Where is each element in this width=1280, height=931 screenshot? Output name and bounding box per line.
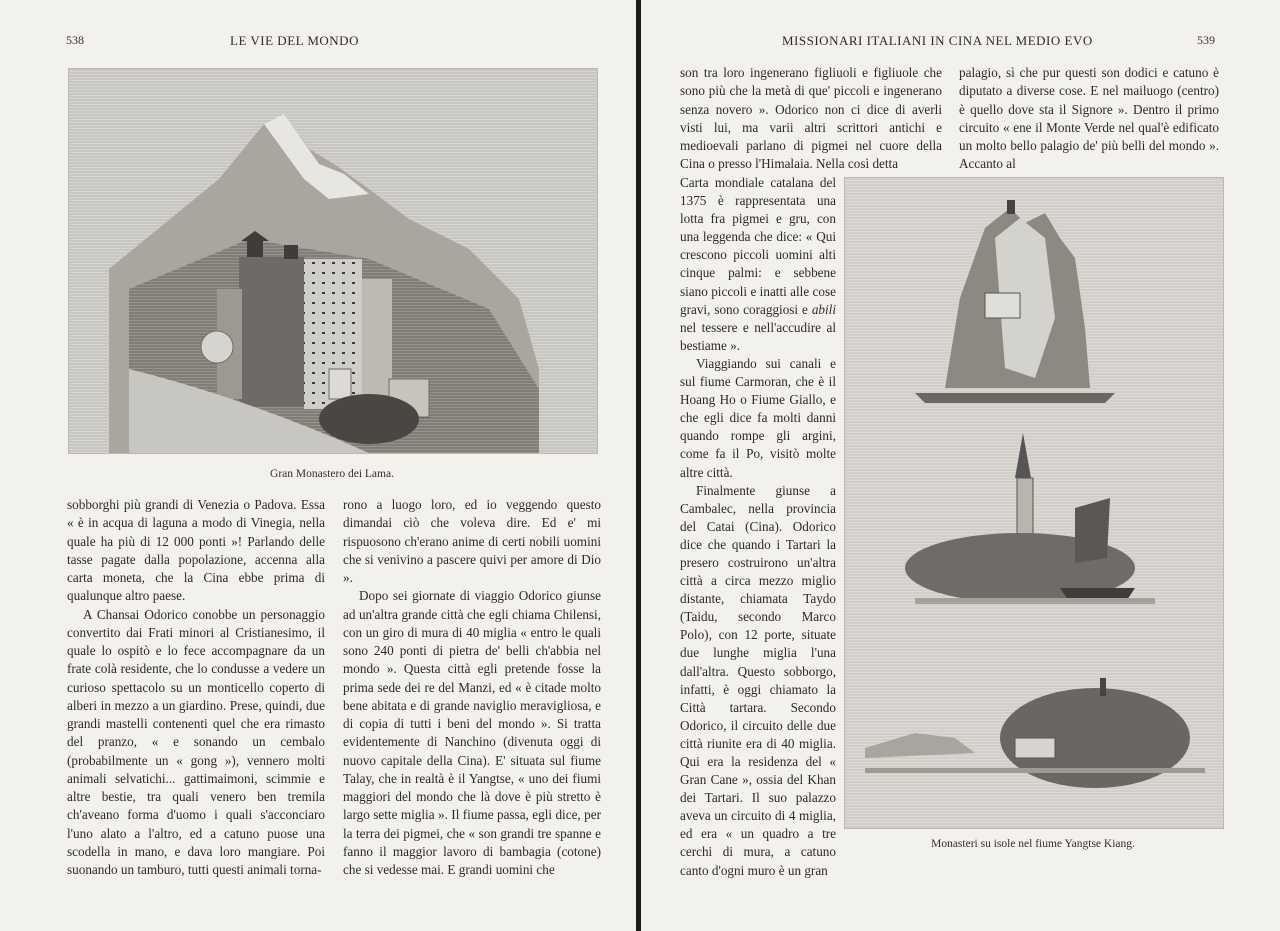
paragraph: palagio, sì che pur questi son dodici e catuno è diputato a diverse cose. E nel mailuogo (centro) è quello dove sta il Signore ». Dentro il primo circuito « ene il Monte Verde nel qual'è edificato un molto bello palagio de' più belli del mondo ». Accanto al [959, 65, 1219, 172]
paragraph: sobborghi più grandi di Venezia o Padova. Essa « è in acqua di laguna a modo di Vinegia, nella quale ha più di 12 000 ponti »! Parlando delle tasse pagate dalla popolazione, accenna alla carta moneta, che la Cina ebbe prima di qualunque altro paese. [67, 497, 325, 604]
text-span: Carta mondiale catalana del 1375 è rappresentata una lotta fra pigmei e gru, con una leggenda che dice: « Qui crescono piccoli uomini alti cinque palmi: e sebbene siano piccoli e inatti alle cose gravi, sono coraggiosi e [680, 175, 836, 317]
paragraph: Dopo sei giornate di viaggio Odorico giunse ad un'altra grande città che egli chiama Chilensi, con un giro di mura di 40 miglia « entro le quali sono 240 ponti di pietra de' belli ch'abbia nel mondo ». Questa città egli pretende fosse la prima sede dei re del Manzi, ed « è citade molto bene abitata e di grande naviglio meravigliosa, e di copia di tutti i beni del mondo ». Si tratta evidentemente di Nanchino (divenuta oggi di nuovo capitale della Cina). E' situata sul fiume Talay, che in realtà è il Yangtse, « uno dei fiumi maggiori del mondo che là dove è più stretto è largo sette miglia ». Il fiume passa, egli dice, per la terra dei pigmei, che « son grandi tre spanne e fanno il maggior lavoro di bambagia (cotone) che si vedesse mai. E grandi uomini che [343, 588, 601, 877]
paragraph: A Chansai Odorico conobbe un personaggio convertito dai Frati minori al Cristianesimo, il quale lo ospitò e lo fece accompagnare da un frate colà residente, che lo condusse a vedere un curioso spettacolo su un monticello coperto di alberi in mezzo a un giardino. Prese, quindi, due grandi mastelli contenenti quel che era rimasto del pranzo, « e sonando un cembalo (probabilmente un « gong »), vennero molti animali selvatichi... gattimaimoni, scimmie e altre bestie, tra quali venero ben tremila ch'aveano forma d'uomo i quali s'acconciaro l'uno alato a l'altro, ed a catuno puose una scodella in mano, e dava loro mangiare. Poi suonando un tamburo, tutti questi animali torna- [67, 606, 325, 877]
right-page-top-right-text [959, 64, 1219, 174]
right-page-narrow-column [680, 174, 836, 880]
paragraph: Finalmente giunse a Cambalec, nella provincia del Catai (Cina). Odorico dice che quando i Tartari la presero costruirono un'altra città a circa mezzo miglio distante, chiamata Taydo (Taidu, secondo Marco Polo), con 12 porte, situate due lunghe miglia l'una dall'altra. Questo sobborgo, infatti, è oggi chiamato la Città tartara. Secondo Odorico, il circuito delle due città riunite era di 40 miglia. Qui era la residenza del « Gran Cane », ossia del Khan dei Tartari. Il suo palazzo aveva un circuito di 4 miglia, ed era « un quadro a tre cerchi di mura, a catuno canto d'ogni muro è un gran [680, 482, 836, 878]
left-page-column-1 [67, 496, 325, 879]
left-page [0, 0, 636, 931]
running-head-right: MISSIONARI ITALIANI IN CINA NEL MEDIO EVO [782, 33, 1093, 48]
paragraph [680, 174, 836, 355]
page-number-left: 538 [66, 33, 84, 47]
island-engravings-icon [845, 178, 1223, 828]
paragraph: rono a luogo loro, ed io veggendo questo dimandai ciò che voleva dire. Ed e' mi rispuosono ch'erano anime di certi nobili uomini che si venivino a pascere quivi per amore di Dio ». [343, 497, 601, 585]
island-monasteries-illustration [844, 177, 1224, 829]
text-span: nel tessere e nell'accudire al bestiame ». [680, 319, 836, 353]
right-page [641, 0, 1280, 931]
monastery-caption: Gran Monastero dei Lama. [270, 468, 394, 480]
monastery-illustration [68, 68, 598, 454]
island-monasteries-caption: Monasteri su isole nel fiume Yangtse Kiang. [931, 838, 1135, 850]
left-page-column-2 [343, 496, 601, 879]
monastery-engraving-icon [69, 69, 597, 453]
running-head-left: LE VIE DEL MONDO [230, 33, 359, 48]
paragraph: Viaggiando sui canali e sul fiume Carmoran, che è il Hoang Ho o Fiume Giallo, e che egli dice fa molti danni quando rompe gli argini, come fa il Po, visitò molte altre città. [680, 355, 836, 480]
right-page-top-left-text [680, 64, 942, 174]
italic-word: abili [811, 301, 836, 317]
page-number-right: 539 [1197, 33, 1215, 47]
paragraph: son tra loro ingenerano figliuoli e figliuole che sono più che la metà di que' piccoli e ingenerano senza novero ». Odorico non ci dice di averli visti lui, ma varii altri scrittori antichi e medioevali parlano di pigmei nel cuore della Cina o presso l'Himalaia. Nella così detta [680, 65, 942, 172]
